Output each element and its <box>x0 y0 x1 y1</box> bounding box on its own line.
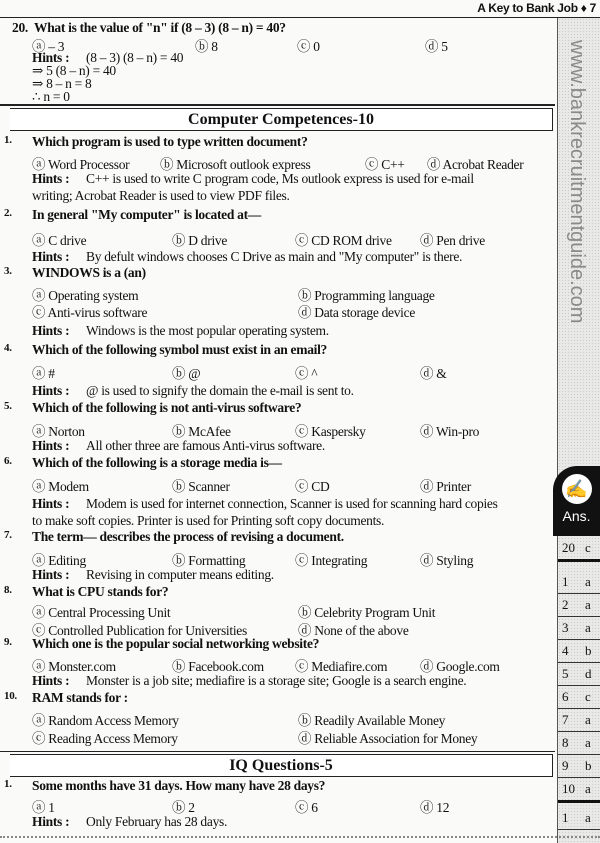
hints-label: Hints : <box>32 50 70 65</box>
hints-label: Hints : <box>32 673 70 688</box>
hints-label: Hints : <box>32 171 70 186</box>
hints-label: Hints : <box>32 496 70 511</box>
option-b: ⓑ Facebook.com <box>172 659 264 674</box>
answer-letter: a <box>585 712 591 727</box>
answer-number: 20 <box>562 540 575 555</box>
option: ⓑ 8 <box>195 39 218 54</box>
answer-letter: c <box>585 689 591 704</box>
question-text: What is CPU stands for? <box>32 584 169 599</box>
hints-label: Hints : <box>32 814 70 829</box>
answer-row <box>558 778 600 803</box>
section-header: IQ Questions-5 <box>10 754 553 777</box>
hint-text: Revising in computer means editing. <box>86 567 274 582</box>
answer-number: 2 <box>562 597 569 612</box>
hint-text: By defult windows chooses C Drive as main and "My computer" is there. <box>86 249 463 264</box>
option-c: ⓒ Reading Access Memory <box>32 731 178 746</box>
option-b: ⓑ Celebrity Program Unit <box>298 605 436 620</box>
hint-text: Windows is the most popular operating system. <box>86 323 329 338</box>
option-c: ⓒ CD <box>295 479 330 494</box>
answer-letter: a <box>585 810 591 825</box>
option-a: ⓐ 1 <box>32 800 55 815</box>
answer-row <box>558 663 600 686</box>
option-d: ⓓ Pen drive <box>420 233 485 248</box>
option-b: ⓑ D drive <box>172 233 228 248</box>
option-b: ⓑ Programming language <box>298 288 435 303</box>
answer-letter: a <box>585 620 591 635</box>
option-a: ⓐ Word Processor <box>32 157 130 172</box>
answer-row <box>558 617 600 640</box>
question-text: Which program is used to type written document? <box>32 134 308 149</box>
option-b: ⓑ Microsoft outlook express <box>160 157 311 172</box>
section-header: Computer Competences-10 <box>10 108 553 131</box>
option-b: ⓑ Scanner <box>172 479 230 494</box>
hint-text: to make soft copies. Printer is used for Printing soft copy documents. <box>32 513 385 528</box>
question-text: What is the value of "n" if (8 – 3) (8 – n) = 40? <box>34 20 286 35</box>
divider <box>0 105 555 106</box>
answer-row <box>558 537 600 562</box>
option-c: ⓒ Controlled Publication for Universities <box>32 623 247 638</box>
option-d: ⓓ Styling <box>420 553 474 568</box>
answer-letter: d <box>585 666 592 681</box>
question-text: Some months have 31 days. How many have 28 days? <box>32 778 326 793</box>
option-a: ⓐ Central Processing Unit <box>32 605 171 620</box>
running-title: A Key to Bank Job ♦ 7 <box>477 1 596 15</box>
hints-label: Hints : <box>32 249 70 264</box>
answer-letter: b <box>585 643 592 658</box>
option-a: ⓐ Monster.com <box>32 659 116 674</box>
option: ⓒ 0 <box>297 39 320 54</box>
hint-text: @ is used to signify the domain the e-mail is sent to. <box>86 383 354 398</box>
option-d: ⓓ Reliable Association for Money <box>298 731 478 746</box>
question-number: 6. <box>4 455 12 467</box>
option-d: ⓓ Google.com <box>420 659 500 674</box>
hint-text: Only February has 28 days. <box>86 814 228 829</box>
option-c: ⓒ C++ <box>365 157 405 172</box>
question-number: 7. <box>4 529 12 541</box>
pencil-writing-icon: ✍ <box>562 474 592 504</box>
hint-text: writing; Acrobat Reader is used to view PDF files. <box>32 188 290 203</box>
header-rule <box>0 17 600 18</box>
option-a: ⓐ Random Access Memory <box>32 713 179 728</box>
hint-text: Monster is a job site; mediafire is a storage site; Google is a search engine. <box>86 673 467 688</box>
question-text: Which one is the popular social networking website? <box>32 636 320 651</box>
option-d: ⓓ Printer <box>420 479 471 494</box>
option-c: ⓒ CD ROM drive <box>295 233 392 248</box>
option-a: ⓐ # <box>32 366 55 381</box>
question-number: 2. <box>4 207 12 219</box>
question-number: 10. <box>4 690 17 702</box>
answer-row <box>558 709 600 732</box>
question-text: Which of the following is not anti-virus software? <box>32 400 302 415</box>
watermark: www.bankrecruitmentguide.com <box>566 40 588 324</box>
question-text: Which of the following symbol must exist in an email? <box>32 342 327 357</box>
answer-row <box>558 571 600 594</box>
answer-number: 4 <box>562 643 569 658</box>
answer-row <box>558 807 600 830</box>
question-text: WINDOWS is a (an) <box>32 265 146 280</box>
option-c: ⓒ Anti-virus software <box>32 305 148 320</box>
option-b: ⓑ Readily Available Money <box>298 713 446 728</box>
question-text: RAM stands for : <box>32 690 128 705</box>
option-b: ⓑ 2 <box>172 800 195 815</box>
answer-number: 1 <box>562 574 569 589</box>
option-c: ⓒ Mediafire.com <box>295 659 388 674</box>
option-d: ⓓ Data storage device <box>298 305 416 320</box>
answer-row <box>558 640 600 663</box>
answer-row <box>558 686 600 709</box>
answer-number: 3 <box>562 620 569 635</box>
answers-label: Ans. <box>562 508 591 524</box>
option-a: ⓐ C drive <box>32 233 87 248</box>
option-d: ⓓ 12 <box>420 800 450 815</box>
option: ⓐ – 3 <box>32 39 65 54</box>
answer-letter: a <box>585 574 591 589</box>
option-c: ⓒ 6 <box>295 800 318 815</box>
question-number: 5. <box>4 400 12 412</box>
option-b: ⓑ McAfee <box>172 424 231 439</box>
hint-text: Modem is used for internet connection, Scanner is used for scanning hard copies <box>86 496 498 511</box>
question-text: The term— describes the process of revising a document. <box>32 529 344 544</box>
footer-dotted-rule <box>0 836 600 838</box>
hints-label: Hints : <box>32 323 70 338</box>
hint-line: ⇒ 8 – n = 8 <box>32 76 92 91</box>
answer-number: 5 <box>562 666 569 681</box>
hints-label: Hints : <box>32 438 70 453</box>
option: ⓓ 5 <box>425 39 448 54</box>
hints-label: Hints : <box>32 567 70 582</box>
answer-letter: c <box>585 540 591 555</box>
option-a: ⓐ Norton <box>32 424 85 439</box>
option-b: ⓑ @ <box>172 366 201 381</box>
question-number: 20. <box>12 20 28 35</box>
question-number: 8. <box>4 584 12 596</box>
question-text: In general "My computer" is located at— <box>32 207 261 222</box>
answer-letter: b <box>585 758 592 773</box>
option-d: ⓓ None of the above <box>298 623 409 638</box>
question-number: 3. <box>4 265 12 277</box>
question-number: 4. <box>4 342 12 354</box>
answer-number: 8 <box>562 735 569 750</box>
option-a: ⓐ Editing <box>32 553 86 568</box>
answer-number: 7 <box>562 712 569 727</box>
hints-label: Hints : <box>32 383 70 398</box>
answer-letter: a <box>585 735 591 750</box>
answers-badge <box>553 466 600 536</box>
hint-text: C++ is used to write C program code, Ms outlook express is used for e-mail <box>86 171 474 186</box>
option-a: ⓐ Operating system <box>32 288 139 303</box>
answer-letter: a <box>585 781 591 796</box>
option-c: ⓒ Integrating <box>295 553 368 568</box>
answer-number: 1 <box>562 810 569 825</box>
answer-letter: a <box>585 597 591 612</box>
option-a: ⓐ Modem <box>32 479 89 494</box>
question-number: 1. <box>4 778 12 790</box>
hint-line: ⇒ 5 (8 – n) = 40 <box>32 63 116 78</box>
option-d: ⓓ Win-pro <box>420 424 480 439</box>
answer-row <box>558 594 600 617</box>
divider <box>0 751 555 752</box>
option-d: ⓓ Acrobat Reader <box>427 157 524 172</box>
hint-text: All other three are famous Anti-virus software. <box>86 438 325 453</box>
option-d: ⓓ & <box>420 366 447 381</box>
answer-number: 9 <box>562 758 569 773</box>
hint-line: ∴ n = 0 <box>32 89 70 104</box>
answer-number: 6 <box>562 689 569 704</box>
question-number: 9. <box>4 636 12 648</box>
option-c: ⓒ ^ <box>295 366 318 381</box>
option-c: ⓒ Kaspersky <box>295 424 366 439</box>
question-text: Which of the following is a storage media is— <box>32 455 282 470</box>
hint-line: (8 – 3) (8 – n) = 40 <box>86 50 184 65</box>
answer-number: 10 <box>562 781 575 796</box>
question-number: 1. <box>4 134 12 146</box>
answer-row <box>558 755 600 778</box>
option-b: ⓑ Formatting <box>172 553 246 568</box>
answer-row <box>558 732 600 755</box>
